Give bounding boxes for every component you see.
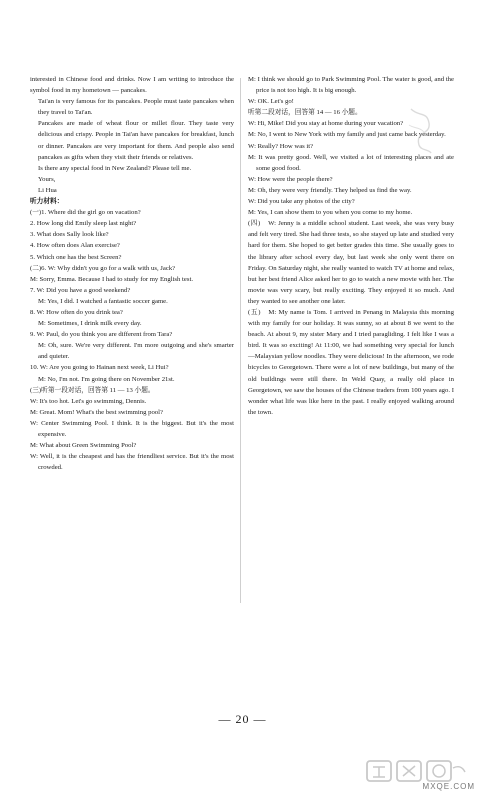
stamp-mark-icon xyxy=(405,105,435,155)
paragraph: W: It's too hot. Let's go swimming, Dennis. xyxy=(30,397,147,405)
paragraph: 听第二段对话，回答第 14 — 16 小题。 xyxy=(248,109,362,117)
paragraph: 听力材料： xyxy=(30,198,64,206)
paragraph: 4. How often does Alan exercise? xyxy=(30,242,120,250)
paragraph: W: OK. Let's go! xyxy=(248,98,294,106)
paragraph: (三)听第一段对话，回答第 11 — 13 小题。 xyxy=(30,386,155,394)
paragraph: (一)1. Where did the girl go on vacation? xyxy=(30,209,141,217)
paragraph: M: I think we should go to Park Swimming Pool. The water is good, and the price is not too high. It is big enough. xyxy=(248,76,454,95)
paragraph: W: Did you take any photos of the city? xyxy=(248,198,355,206)
paragraph: 7. W: Did you have a good weekend? xyxy=(30,286,131,294)
paragraph: 3. What does Sally look like? xyxy=(30,231,109,239)
paragraph: M: No, I'm not. I'm going there on November 21st. xyxy=(38,375,175,383)
paragraph: 8. W: How often do you drink tea? xyxy=(30,308,123,316)
paragraph: M: Sorry, Emma. Because I had to study for my English test. xyxy=(30,275,194,283)
paragraph: 5. Which one has the best Screen? xyxy=(30,253,122,261)
paragraph: M: It was pretty good. Well, we visited a lot of interesting places and ate some good food. xyxy=(248,153,454,172)
paragraph: Tai'an is very famous for its pancakes. People must taste pancakes when they travel to Tai'an. xyxy=(38,98,234,117)
paragraph: M: Oh, they were very friendly. They helped us find the way. xyxy=(248,186,412,194)
left-column xyxy=(30,74,234,473)
paragraph: W: Well, it is the cheapest and has the friendliest service. But it's the most crowded. xyxy=(30,453,234,472)
paragraph: M: Great. Mom! What's the best swimming pool? xyxy=(30,408,163,416)
paragraph: 2. How long did Emily sleep last night? xyxy=(30,220,137,228)
paragraph: M: Oh, sure. We're very different. I'm more outgoing and she's smarter and quieter. xyxy=(38,342,234,361)
paragraph: W: Hi, Mike! Did you stay at home during your vacation? xyxy=(248,120,404,128)
page-number: — 20 — xyxy=(218,712,267,726)
paragraph: Pancakes are made of wheat flour or millet flour. They taste very delicious and crispy. People in Tai'an have pancakes for breakfast, lunch or dinner. Pancakes are very important for them. And people also send pancakes as gifts when they visit their friends or relatives. xyxy=(38,120,234,161)
paragraph: M: What about Green Swimming Pool? xyxy=(30,442,137,450)
paragraph: Yours, xyxy=(38,175,56,183)
paragraph: M: Sometimes, I drink milk every day. xyxy=(38,320,142,328)
paragraph: interested in Chinese food and drinks. Now I am writing to introduce the symbol food in my hometown — pancakes. xyxy=(30,76,234,95)
paragraph: W: Really? How was it? xyxy=(248,142,314,150)
paragraph: M: Yes, I did. I watched a fantastic soccer game. xyxy=(38,297,168,305)
paragraph: M: Yes, I can show them to you when you come to my home. xyxy=(248,209,413,217)
paragraph: (二)6. W: Why didn't you go for a walk with us, Jack? xyxy=(30,264,176,272)
paragraph: Li Hua xyxy=(38,186,57,194)
column-divider xyxy=(240,78,241,603)
paragraph: 10. W: Are you going to Hainan next week, Li Hui? xyxy=(30,364,169,372)
paragraph: (四) W: Jenny is a middle school student. Last week, she was very busy and felt very tired. She had three tests, so she stayed up late and studied very hard for them. She hoped to get better grades this time. She usually goes to the library after school every day, but last week she only went there on Friday. On Saturday night, she really wanted to watch TV at home and relax, but her best friend Alice asked her to go to watch a new movie with her. The movie was very scary, but really exciting. They enjoyed it so much. And they wanted to see another one later. xyxy=(248,220,454,305)
paragraph: W: How were the people there? xyxy=(248,175,333,183)
paragraph: (五) M: My name is Tom. I arrived in Penang in Malaysia this morning with my family for our holiday. It was sunny, so at about 8 we went to the beach. At about 9, my sister Mary and I tried paragliding. I felt like I was a bird. It was so exciting! At 11:00, we had something very special for lunch—Malaysian yellow noodles. They were delicious! In the afternoon, we rode bicycles to Georgetown. There were a lot of new buildings, but many of the old buildings were still there. In Weld Quay, a really old place in Georgetown, we saw the houses of the Chinese traders from 100 years ago. I wonder what life was like here in the past. I really enjoyed walking around the town. xyxy=(248,308,454,416)
paragraph: M: No, I went to New York with my family and just came back yesterday. xyxy=(248,131,446,139)
paragraph: W: Center Swimming Pool. I think. It is the biggest. But it's the most expensive. xyxy=(30,419,234,438)
paragraph: 9. W: Paul, do you think you are different from Tara? xyxy=(30,331,173,339)
watermark-site: MXQE.COM xyxy=(422,782,475,791)
paragraph: Is there any special food in New Zealand? Please tell me. xyxy=(38,164,192,172)
